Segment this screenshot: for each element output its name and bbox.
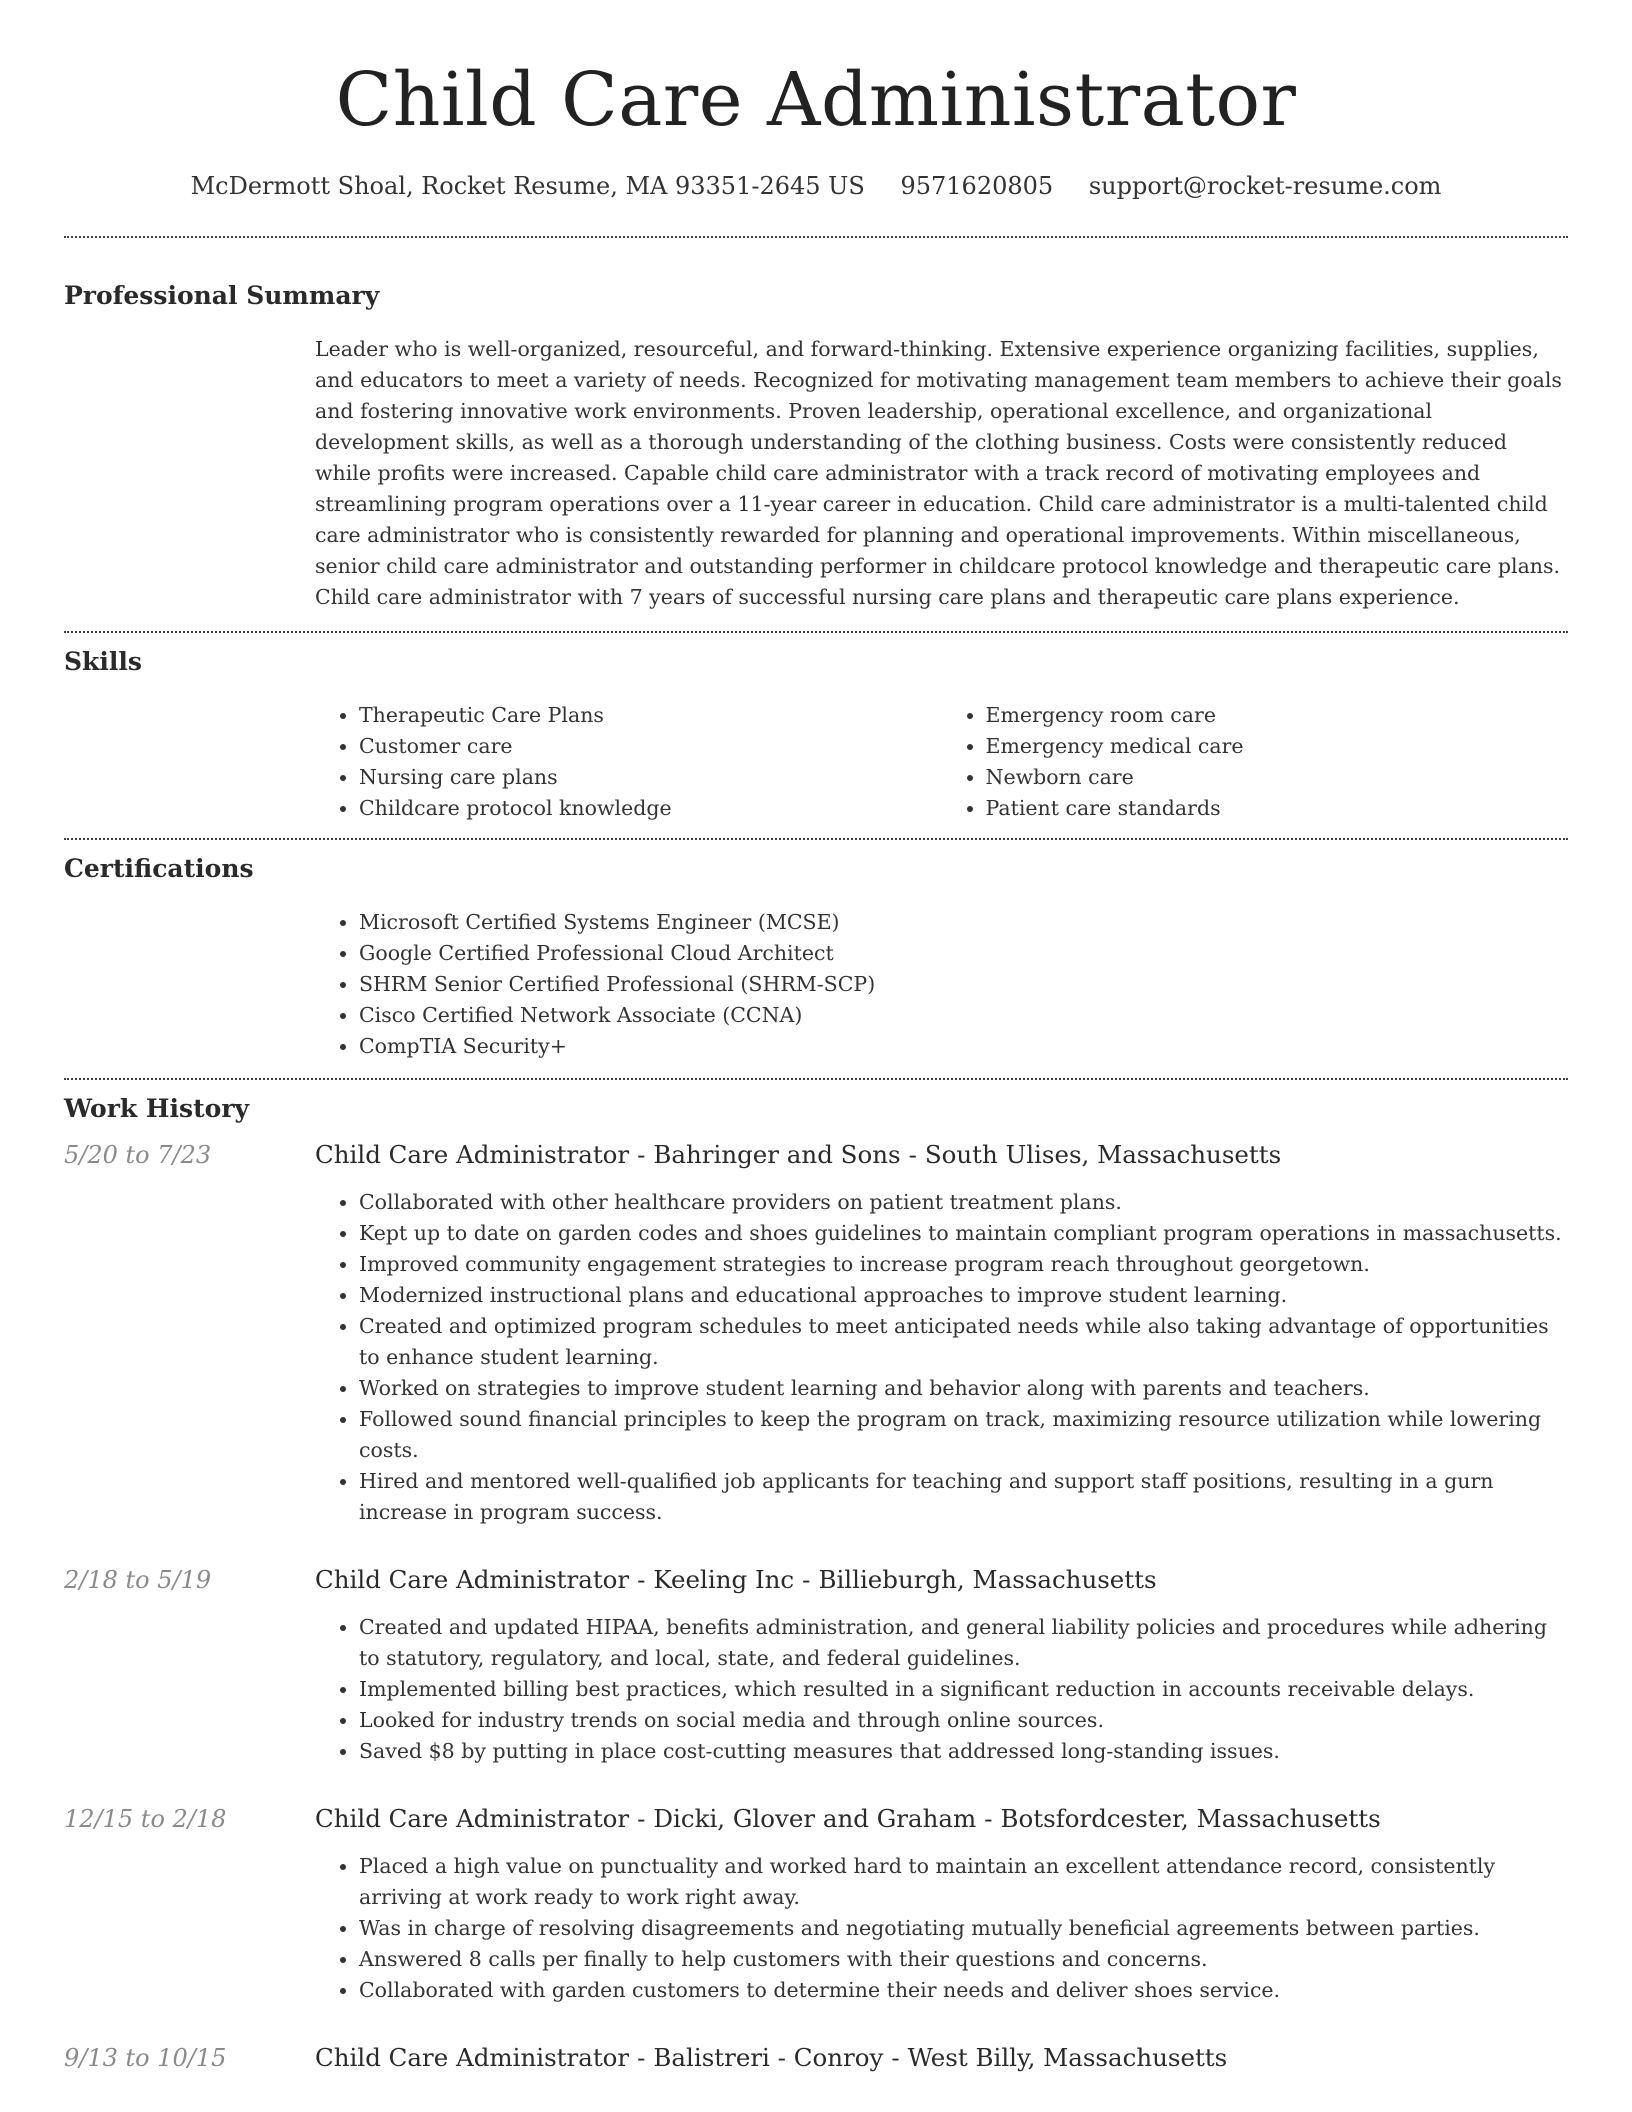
job-location: South Ulises, Massachusetts — [924, 1140, 1282, 1169]
job-entry — [64, 2042, 1568, 2074]
candidate-name: Child Care Administrator — [335, 57, 1297, 143]
skill-item: • Newborn care — [986, 762, 1569, 793]
certification-item: • Microsoft Certified Systems Engineer (MCSE) — [359, 907, 1568, 938]
separator: - — [891, 2043, 900, 2072]
section-title-summary: Professional Summary — [64, 281, 380, 310]
contact-address: McDermott Shoal, Rocket Resume, MA 93351-2645 US — [190, 172, 865, 200]
certification-item: • Google Certified Professional Cloud Architect — [359, 938, 1568, 969]
skill-item: • Customer care — [359, 731, 942, 762]
divider — [64, 236, 1568, 238]
skills-column-right — [942, 700, 1569, 824]
separator: - — [637, 1804, 646, 1833]
skills-list — [315, 700, 1568, 824]
job-duty-item: • Implemented billing best practices, which resulted in a significant reduction in accounts receivable delays. — [359, 1674, 1568, 1705]
job-company: Bahringer and Sons — [653, 1140, 901, 1169]
contact-email[interactable]: support@rocket-resume.com — [1088, 172, 1442, 200]
skills-column-left — [315, 700, 942, 824]
job-duty-item: • Created and optimized program schedules to meet anticipated needs while also taking advantage of opportunities to enhance student learning. — [359, 1311, 1568, 1373]
job-duty-item: • Was in charge of resolving disagreements and negotiating mutually beneficial agreements between parties. — [359, 1913, 1568, 1944]
certification-item: • CompTIA Security+ — [359, 1031, 1568, 1062]
job-header — [64, 1139, 1568, 1171]
job-duties — [315, 1851, 1568, 2006]
job-title-line — [315, 2042, 1227, 2074]
job-company: Dicki, Glover and Graham — [653, 1804, 977, 1833]
divider — [64, 631, 1568, 633]
job-role: Child Care Administrator — [315, 1804, 630, 1833]
contact-line — [64, 170, 1568, 202]
job-entry — [64, 1803, 1568, 2006]
job-company: Balistreri - Conroy — [653, 2043, 884, 2072]
job-duty-item: • Modernized instructional plans and educational approaches to improve student learning. — [359, 1280, 1568, 1311]
separator: - — [637, 1140, 646, 1169]
job-duty-item: • Saved $8 by putting in place cost-cutting measures that addressed long-standing issues. — [359, 1736, 1568, 1767]
job-title-line — [315, 1564, 1157, 1596]
skill-item: • Therapeutic Care Plans — [359, 700, 942, 731]
job-header — [64, 1803, 1568, 1835]
separator: - — [984, 1804, 993, 1833]
job-duty-item: • Looked for industry trends on social media and through online sources. — [359, 1705, 1568, 1736]
separator: - — [908, 1140, 917, 1169]
separator: - — [637, 2043, 646, 2072]
job-location: Billieburgh, Massachusetts — [818, 1565, 1157, 1594]
job-duty-item: • Collaborated with garden customers to determine their needs and deliver shoes service. — [359, 1975, 1568, 2006]
resume-page — [64, 0, 1568, 2074]
job-dates: 2/18 to 5/19 — [64, 1566, 212, 1594]
job-role: Child Care Administrator — [315, 2043, 630, 2072]
section-title-work-history: Work History — [64, 1094, 250, 1123]
divider — [64, 838, 1568, 840]
job-role: Child Care Administrator — [315, 1565, 630, 1594]
skill-item: • Emergency medical care — [986, 731, 1569, 762]
job-location: West Billy, Massachusetts — [907, 2043, 1228, 2072]
separator: - — [802, 1565, 811, 1594]
job-duties — [315, 1612, 1568, 1767]
job-duty-item: • Answered 8 calls per finally to help customers with their questions and concerns. — [359, 1944, 1568, 1975]
job-entry — [64, 1139, 1568, 1528]
summary-text: Leader who is well-organized, resourceful, and forward-thinking. Extensive experience organizing facilities, supplies, and educators to meet a variety of needs. Recognized for motivating management team members to achieve their goals and fostering innovative work environments. Proven leadership, operational excellence, and organizational development skills, as well as a thorough understanding of the clothing business. Costs were consistently reduced while profits were increased. Capable child care administrator with a track record of motivating employees and streamlining program operations over a 11-year career in education. Child care administrator is a multi-talented child care administrator who is consistently rewarded for planning and operational improvements. Within miscellaneous, senior child care administrator and outstanding performer in childcare protocol knowledge and therapeutic care plans. Child care administrator with 7 years of successful nursing care plans and therapeutic care plans experience. — [315, 337, 1562, 609]
job-entry — [64, 1564, 1568, 1767]
job-duty-item: • Improved community engagement strategies to increase program reach throughout georgetown. — [359, 1249, 1568, 1280]
job-role: Child Care Administrator — [315, 1140, 630, 1169]
job-header — [64, 1564, 1568, 1596]
job-duty-item: • Hired and mentored well-qualified job applicants for teaching and support staff positions, resulting in a gurn increase in program success. — [359, 1466, 1568, 1528]
skill-item: • Childcare protocol knowledge — [359, 793, 942, 824]
job-company: Keeling Inc — [653, 1565, 795, 1594]
certifications-list — [315, 907, 1568, 1062]
separator: - — [637, 1565, 646, 1594]
job-duty-item: • Placed a high value on punctuality and worked hard to maintain an excellent attendance record, consistently arriving at work ready to work right away. — [359, 1851, 1568, 1913]
job-header — [64, 2042, 1568, 2074]
contact-phone: 9571620805 — [900, 172, 1054, 200]
job-dates: 5/20 to 7/23 — [64, 1141, 212, 1169]
skill-item: • Nursing care plans — [359, 762, 942, 793]
section-title-skills: Skills — [64, 647, 142, 676]
job-dates: 9/13 to 10/15 — [64, 2044, 227, 2072]
job-duty-item: • Followed sound financial principles to keep the program on track, maximizing resource utilization while lowering costs. — [359, 1404, 1568, 1466]
skill-item: • Patient care standards — [986, 793, 1569, 824]
work-history-list — [64, 1139, 1568, 2074]
job-title-line — [315, 1139, 1281, 1171]
job-title-line — [315, 1803, 1381, 1835]
divider — [64, 1078, 1568, 1080]
job-duty-item: • Created and updated HIPAA, benefits administration, and general liability policies and procedures while adhering to statutory, regulatory, and local, state, and federal guidelines. — [359, 1612, 1568, 1674]
job-location: Botsfordcester, Massachusetts — [1000, 1804, 1381, 1833]
skill-item: • Emergency room care — [986, 700, 1569, 731]
section-title-certifications: Certifications — [64, 854, 254, 883]
job-duty-item: • Kept up to date on garden codes and shoes guidelines to maintain compliant program operations in massachusetts. — [359, 1218, 1568, 1249]
job-duties — [315, 1187, 1568, 1528]
job-duty-item: • Collaborated with other healthcare providers on patient treatment plans. — [359, 1187, 1568, 1218]
job-duty-item: • Worked on strategies to improve student learning and behavior along with parents and teachers. — [359, 1373, 1568, 1404]
job-dates: 12/15 to 2/18 — [64, 1805, 227, 1833]
certification-item: • SHRM Senior Certified Professional (SHRM-SCP) — [359, 969, 1568, 1000]
certification-item: • Cisco Certified Network Associate (CCNA) — [359, 1000, 1568, 1031]
